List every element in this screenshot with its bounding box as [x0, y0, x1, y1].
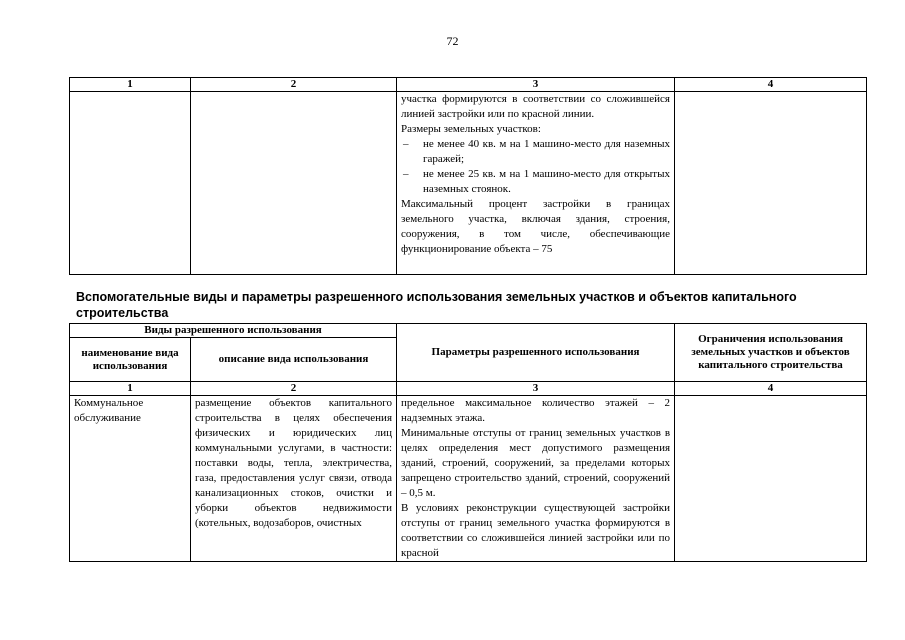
column-number: 3	[397, 382, 675, 396]
parameters-paragraph: предельное максимальное количество этажей – 2 надземных этажа.	[401, 397, 671, 424]
use-name-cell: Коммунальное обслуживание	[70, 396, 191, 562]
column-number: 1	[70, 382, 191, 396]
table-cell-empty	[191, 92, 397, 275]
list-item	[401, 167, 670, 197]
parameters-paragraph: Максимальный процент застройки в границах земельного участка, включая здания, строения, сооружения, в том числе, обеспечивающие функционирование объекта – 75	[401, 198, 670, 255]
header-row	[70, 324, 867, 338]
parameters-paragraph: участка формируются в соответствии со сложившейся линией застройки или по красной линии.	[401, 93, 670, 120]
list-item-text: не менее 25 кв. м на 1 машино-место для открытых наземных стоянок.	[423, 168, 670, 195]
group-header: Виды разрешенного использования	[70, 324, 397, 338]
page-number: 72	[446, 34, 459, 48]
restrictions-cell	[675, 396, 867, 562]
parameters-paragraph: Размеры земельных участков:	[401, 123, 541, 135]
table-row	[70, 396, 867, 562]
dash-marker: –	[403, 138, 409, 150]
column-number: 3	[397, 78, 675, 92]
column-header-name: наименование вида использования	[70, 338, 191, 382]
auxiliary-uses-table	[69, 323, 867, 562]
parameters-table-continued	[69, 77, 867, 275]
use-description-cell: размещение объектов капитального строительства в целях обеспечения физических и юридических лиц коммунальными услугами, в частности: поставки воды, тепла, электричества, газа, предоставления услуг связи, отвода канализационных стоков, очистки и уборки объектов недвижимости (котельных, водозаборов, очистных	[191, 396, 397, 562]
parameters-cell	[397, 396, 675, 562]
column-header-parameters: Параметры разрешенного использования	[397, 324, 675, 382]
section-heading: Вспомогательные виды и параметры разрешенного использования земельных участков и объектов капитального строительства	[76, 290, 797, 320]
column-number: 4	[675, 382, 867, 396]
column-header-description: описание вида использования	[191, 338, 397, 382]
column-number-row	[70, 382, 867, 396]
list-item-text: не менее 40 кв. м на 1 машино-место для наземных гаражей;	[423, 138, 670, 165]
parameters-paragraph: Минимальные отступы от границ земельных участков в целях определения мест допустимого размещения зданий, строений, сооружений, за пределами которых запрещено строительство зданий, строений, сооружений – 0,5 м.	[401, 427, 671, 499]
table-cell-empty	[70, 92, 191, 275]
column-number: 2	[191, 382, 397, 396]
table-row	[70, 92, 867, 275]
column-header-restrictions: Ограничения использования земельных участков и объектов капитального строительства	[675, 324, 867, 382]
parameters-cell	[397, 92, 675, 275]
parameters-paragraph: В условиях реконструкции существующей застройки отступы от границ земельного участка формируются в соответствии со сложившейся линией застройки или по красной	[401, 502, 671, 559]
column-number: 1	[70, 78, 191, 92]
table-cell-empty	[675, 92, 867, 275]
column-number: 4	[675, 78, 867, 92]
dash-marker: –	[403, 168, 409, 180]
list-item	[401, 137, 670, 167]
column-number-row	[70, 78, 867, 92]
column-number: 2	[191, 78, 397, 92]
